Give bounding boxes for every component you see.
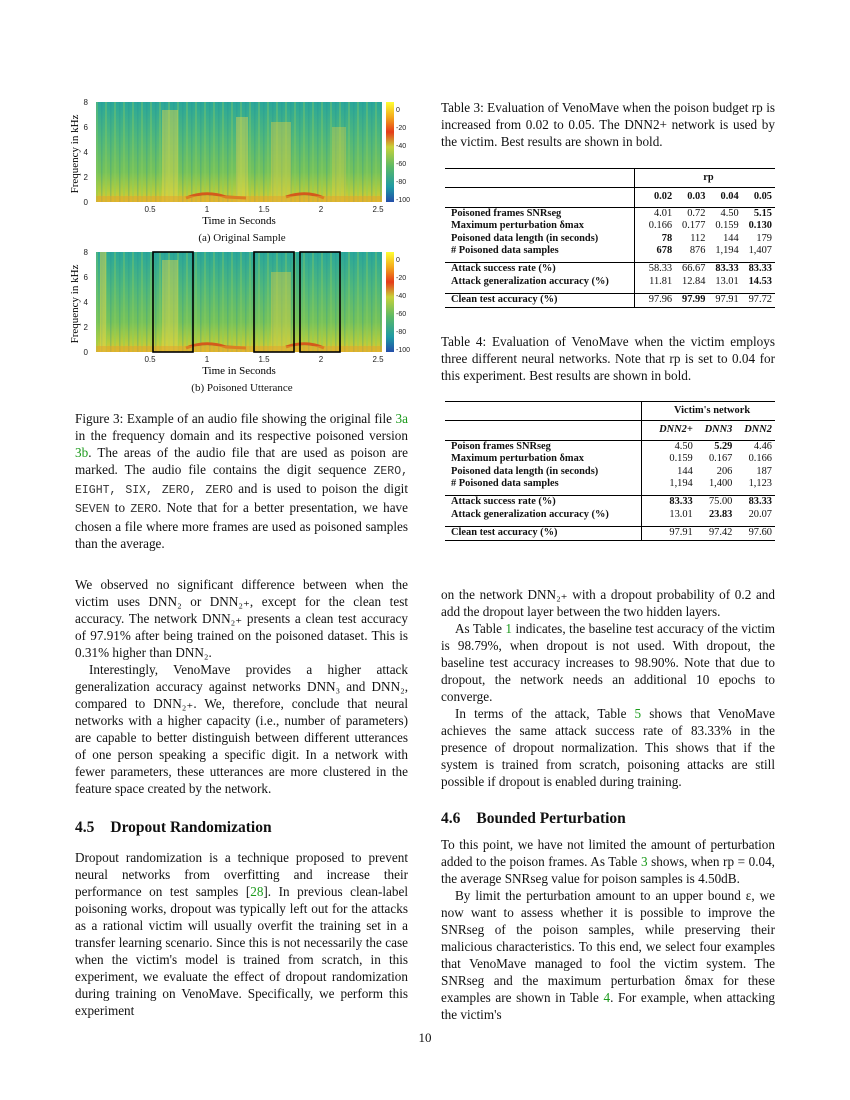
table-cell: 4.50	[649, 440, 696, 453]
table3: rp 0.02 0.03 0.04 0.05 Poisoned frames SNRseg 4.01 0.72 4.50 5.15 Maximum perturbation δmax 0.166 0.177 0.159 0.130 Poisoned data length (in seconds) 78 112 144 179 # Poisoned data samples 678 876 1,194 1,407 Attack success rate (%) 58.33 66.67 83.33 83.33 Attack generalization accuracy (%) 11.81 12.84 13.01 14.53 Clean test accuracy (%) 97.96 97.99 97.91 97.72	[445, 168, 775, 308]
ytick: 4	[83, 148, 88, 157]
table-cell: 1,400	[708, 478, 733, 490]
table-ref-link[interactable]: 1	[505, 621, 512, 636]
table-cell: 678	[656, 245, 673, 257]
row-label: Clean test accuracy (%)	[445, 294, 635, 307]
table-cell: 97.60	[735, 527, 775, 540]
table-cell: 97.91	[649, 527, 696, 540]
table-cell: 12.84	[682, 275, 706, 287]
table-cell: 23.83	[708, 508, 733, 520]
paragraph: Interestingly, VenoMave provides a higher attack generalization accuracy against networks DNN₃ and DNN₂, compared to DNN₂₊. We, therefore, conclude that neural networks with a higher capacity (i.e., number of parameters) are capable to better distinguish between different utterances of one person speaking a specific digit. In a network with fewer parameters, these utterances are more clustered in the feature space created by the network.	[75, 662, 408, 796]
xtick: 1.5	[258, 355, 270, 364]
row-label: # Poisoned data samples	[451, 478, 559, 490]
table-cell: 1,407	[748, 245, 772, 257]
section-heading: 4.6 Bounded Perturbation	[441, 810, 626, 827]
svg-text:0: 0	[396, 107, 400, 114]
table-cell: 97.96	[642, 294, 675, 307]
section-heading: 4.5 Dropout Randomization	[75, 819, 272, 836]
xtick: 2	[318, 355, 324, 364]
table3-caption: Table 3: Evaluation of VenoMave when the poison budget rp is increased from 0.02 to 0.05. The DNN2+ network is used by the victim. Best results are shown in bold.	[441, 100, 775, 149]
table-cell: 112	[690, 232, 706, 244]
table-cell: 144	[677, 465, 693, 477]
table-cell: 83.33	[742, 263, 775, 276]
table-cell: 20.07	[748, 508, 772, 520]
spectrogram-original	[69, 98, 412, 233]
table-row	[445, 263, 775, 276]
left-column-body	[75, 576, 408, 1019]
table-row	[445, 440, 775, 453]
xtick: 0.5	[144, 205, 156, 214]
figure-caption: Figure 3: Example of an audio file showing the original file 3a in the frequency domain and its respective poisoned version 3b. The areas of the audio file that are used as poison are marked. The audio file contains the digit sequence ZERO, EIGHT, SIX, ZERO, ZERO and is used to poison the digit SEVEN to ZERO. Note that for a better presentation, we have chosen a file where more frames are used as poisoned samples than the average.	[75, 411, 408, 551]
table-row	[445, 527, 775, 540]
xtick: 2.5	[372, 355, 384, 364]
table-cell: 144	[723, 232, 739, 244]
row-label: Poison frames SNRseg	[445, 440, 642, 453]
table-cell: 0.166	[648, 220, 673, 232]
x-axis-label: Time in Seconds	[202, 365, 276, 377]
ytick: 8	[83, 248, 88, 257]
table-cell: 83.33	[735, 496, 775, 509]
row-label: Maximum perturbation δmax	[451, 220, 584, 232]
paragraph: Dropout randomization is a technique proposed to prevent neural networks from overfitting and increase their performance on test samples [28]. In previous clean-label poisoning works, dropout was typically left out for the attacks as a rational victim will usually overfit the training set in a transfer learning scenario. Since this is not necessarily the case when the victim's model is trained from scratch, in this experiment, we evaluate the effect of dropout randomization during training on VenoMave. Specifically, we perform this experiment	[75, 850, 408, 1018]
table-ref-link[interactable]: 4	[603, 990, 611, 1005]
table-cell: 1,194	[715, 245, 739, 257]
svg-text:-40: -40	[396, 293, 407, 300]
y-axis-label: Frequency in kHz	[69, 114, 81, 194]
paragraph: As Table 1 indicates, the baseline test accuracy of the victim is 98.79%, when dropout is not used. With dropout, the baseline test accuracy increases to 98.90%. Note that due to dropout, the network needs an additional 10 epochs to converge.	[441, 621, 775, 704]
spectrogram-poisoned	[69, 248, 412, 383]
table-ref-link[interactable]: 5	[634, 706, 642, 721]
paragraph: We observed no significant difference between when the victim uses DNN₂ or DNN₂₊, except for the clean test accuracy. The network DNN₂₊ presents a clean test accuracy of 97.91% after being trained on the poisoned dataset. This is 0.31% higher than DNN₂.	[75, 577, 408, 660]
xtick: 1.5	[258, 205, 270, 214]
ytick: 0	[83, 348, 88, 357]
xtick: 1	[204, 205, 210, 214]
ytick: 6	[83, 273, 88, 282]
paragraph: In terms of the attack, Table 5 shows that VenoMave achieves the same attack success rate of 83.33% in the presence of dropout normalization. This shows that if the system is trained from scratch, poisoning attacks are still possible if dropout is enabled during training.	[441, 706, 775, 789]
row-label: Poisoned frames SNRseg	[445, 207, 635, 220]
subfig-a-caption: (a) Original Sample	[198, 232, 286, 244]
table-ref-link[interactable]: 3	[640, 854, 648, 869]
table4: Victim's network DNN2+ DNN3 DNN2 Poison frames SNRseg 4.50 5.29 4.46 Maximum perturbation δmax 0.159 0.167 0.166 Poisoned data length (in seconds) 144 206 187 # Poisoned data samples 1,194 1,400 1,123 Attack success rate (%) 83.33 75.00 83.33 Attack generalization accuracy (%) 13.01 23.83 20.07 Clean test accuracy (%) 97.91 97.42 97.60	[445, 401, 775, 541]
table-cell: 187	[756, 465, 772, 477]
xtick: 2	[318, 205, 324, 214]
colorbar	[386, 252, 394, 352]
table-row	[445, 466, 775, 478]
svg-text:-60: -60	[396, 311, 407, 318]
y-axis-label: Frequency in kHz	[69, 264, 81, 344]
ytick: 8	[83, 98, 88, 107]
table-row	[445, 220, 775, 232]
table-cell: 58.33	[642, 263, 675, 276]
table-row	[445, 478, 775, 490]
table-cell: 0.166	[748, 453, 772, 465]
subfig-b-caption: (b) Poisoned Utterance	[191, 382, 293, 394]
svg-text:0: 0	[396, 257, 400, 264]
paragraph: on the network DNN₂₊ with a dropout probability of 0.2 and add the dropout layer between the two hidden layers.	[441, 587, 775, 619]
svg-text:-20: -20	[396, 275, 407, 282]
table-cell: 4.01	[642, 207, 675, 220]
figure-3	[69, 98, 412, 398]
figure-ref-link[interactable]: 3a	[395, 411, 408, 426]
row-label: Attack generalization accuracy (%)	[451, 508, 609, 520]
table-row	[445, 276, 775, 288]
table-row	[445, 233, 775, 245]
row-label: Attack generalization accuracy (%)	[451, 275, 609, 287]
table-cell: 0.72	[675, 207, 708, 220]
row-label: Attack success rate (%)	[445, 263, 635, 276]
row-label: # Poisoned data samples	[451, 245, 559, 257]
svg-text:-80: -80	[396, 179, 407, 186]
svg-text:-40: -40	[396, 143, 407, 150]
table-cell: 5.15	[742, 207, 775, 220]
ytick: 2	[83, 173, 88, 182]
table-cell: 83.33	[708, 263, 741, 276]
figure-ref-link[interactable]: 3b	[75, 445, 89, 460]
table-cell: 78	[661, 232, 673, 244]
table-row	[445, 207, 775, 220]
citation-link[interactable]: 28	[250, 884, 264, 899]
row-label: Maximum perturbation δmax	[451, 453, 584, 465]
svg-text:-60: -60	[396, 161, 407, 168]
table-cell: 1,123	[748, 478, 772, 490]
table-row	[445, 245, 775, 257]
table-cell: 0.159	[715, 220, 739, 232]
table3-group-header: rp	[642, 169, 775, 188]
table-cell: 0.167	[708, 453, 733, 465]
row-label: Attack success rate (%)	[445, 496, 642, 509]
table-cell: 75.00	[696, 496, 736, 509]
table-cell: 13.01	[669, 508, 693, 520]
table-cell: 0.177	[682, 220, 706, 232]
svg-text:-20: -20	[396, 125, 407, 132]
svg-text:-100: -100	[396, 347, 411, 354]
table-cell: 83.33	[649, 496, 696, 509]
table-cell: 206	[716, 465, 733, 477]
table-cell: 4.46	[735, 440, 775, 453]
table4-caption: Table 4: Evaluation of VenoMave when the victim employs three different neural networks. Note that rp is set to 0.04 for this experiment. Best results are shown in bold.	[441, 334, 775, 383]
table-cell: 1,194	[669, 478, 693, 490]
table-row	[445, 294, 775, 307]
table-cell: 66.67	[675, 263, 708, 276]
svg-text:-80: -80	[396, 329, 407, 336]
table-cell: 97.72	[742, 294, 775, 307]
table-cell: 0.130	[748, 220, 772, 232]
table-cell: 97.91	[708, 294, 741, 307]
table-cell: 179	[756, 232, 772, 244]
xtick: 0.5	[144, 355, 156, 364]
table-cell: 14.53	[748, 275, 772, 287]
table-cell: 97.42	[696, 527, 736, 540]
table-cell: 876	[689, 245, 706, 257]
ytick: 6	[83, 123, 88, 132]
table-row	[445, 496, 775, 509]
paragraph: To this point, we have not limited the amount of perturbation added to the poison frames. As Table 3 shows, when rp = 0.04, the average SNRseg value for poison samples is 4.50dB.	[441, 837, 775, 886]
xtick: 1	[204, 355, 210, 364]
ytick: 2	[83, 323, 88, 332]
table-cell: 0.159	[669, 453, 693, 465]
row-label: Clean test accuracy (%)	[445, 527, 642, 540]
row-label: Poisoned data length (in seconds)	[451, 232, 599, 244]
table-cell: 97.99	[675, 294, 708, 307]
table-cell: 11.81	[649, 275, 673, 287]
table-row	[445, 509, 775, 521]
svg-text:-100: -100	[396, 197, 411, 204]
table-cell: 4.50	[708, 207, 741, 220]
x-axis-label: Time in Seconds	[202, 215, 276, 227]
table-cell: 5.29	[696, 440, 736, 453]
ytick: 4	[83, 298, 88, 307]
right-column-body	[441, 586, 775, 1023]
xtick: 2.5	[372, 205, 384, 214]
colorbar	[386, 102, 394, 202]
row-label: Poisoned data length (in seconds)	[451, 465, 599, 477]
paragraph: By limit the perturbation amount to an upper bound ε, we now want to assess whether it is possible to improve the SNRseg of the poison samples, while preserving their malicious characteristics. To this end, we select four examples that VenoMave managed to fool the victim system. The SNRseg and the maximum perturbation δmax for these examples are shown in Table 4. For example, when attacking the victim's	[441, 888, 776, 1022]
page-number: 10	[418, 1030, 432, 1045]
table-row	[445, 453, 775, 465]
table4-group-header: Victim's network	[649, 402, 775, 421]
ytick: 0	[83, 198, 88, 207]
table-cell: 13.01	[715, 275, 739, 287]
